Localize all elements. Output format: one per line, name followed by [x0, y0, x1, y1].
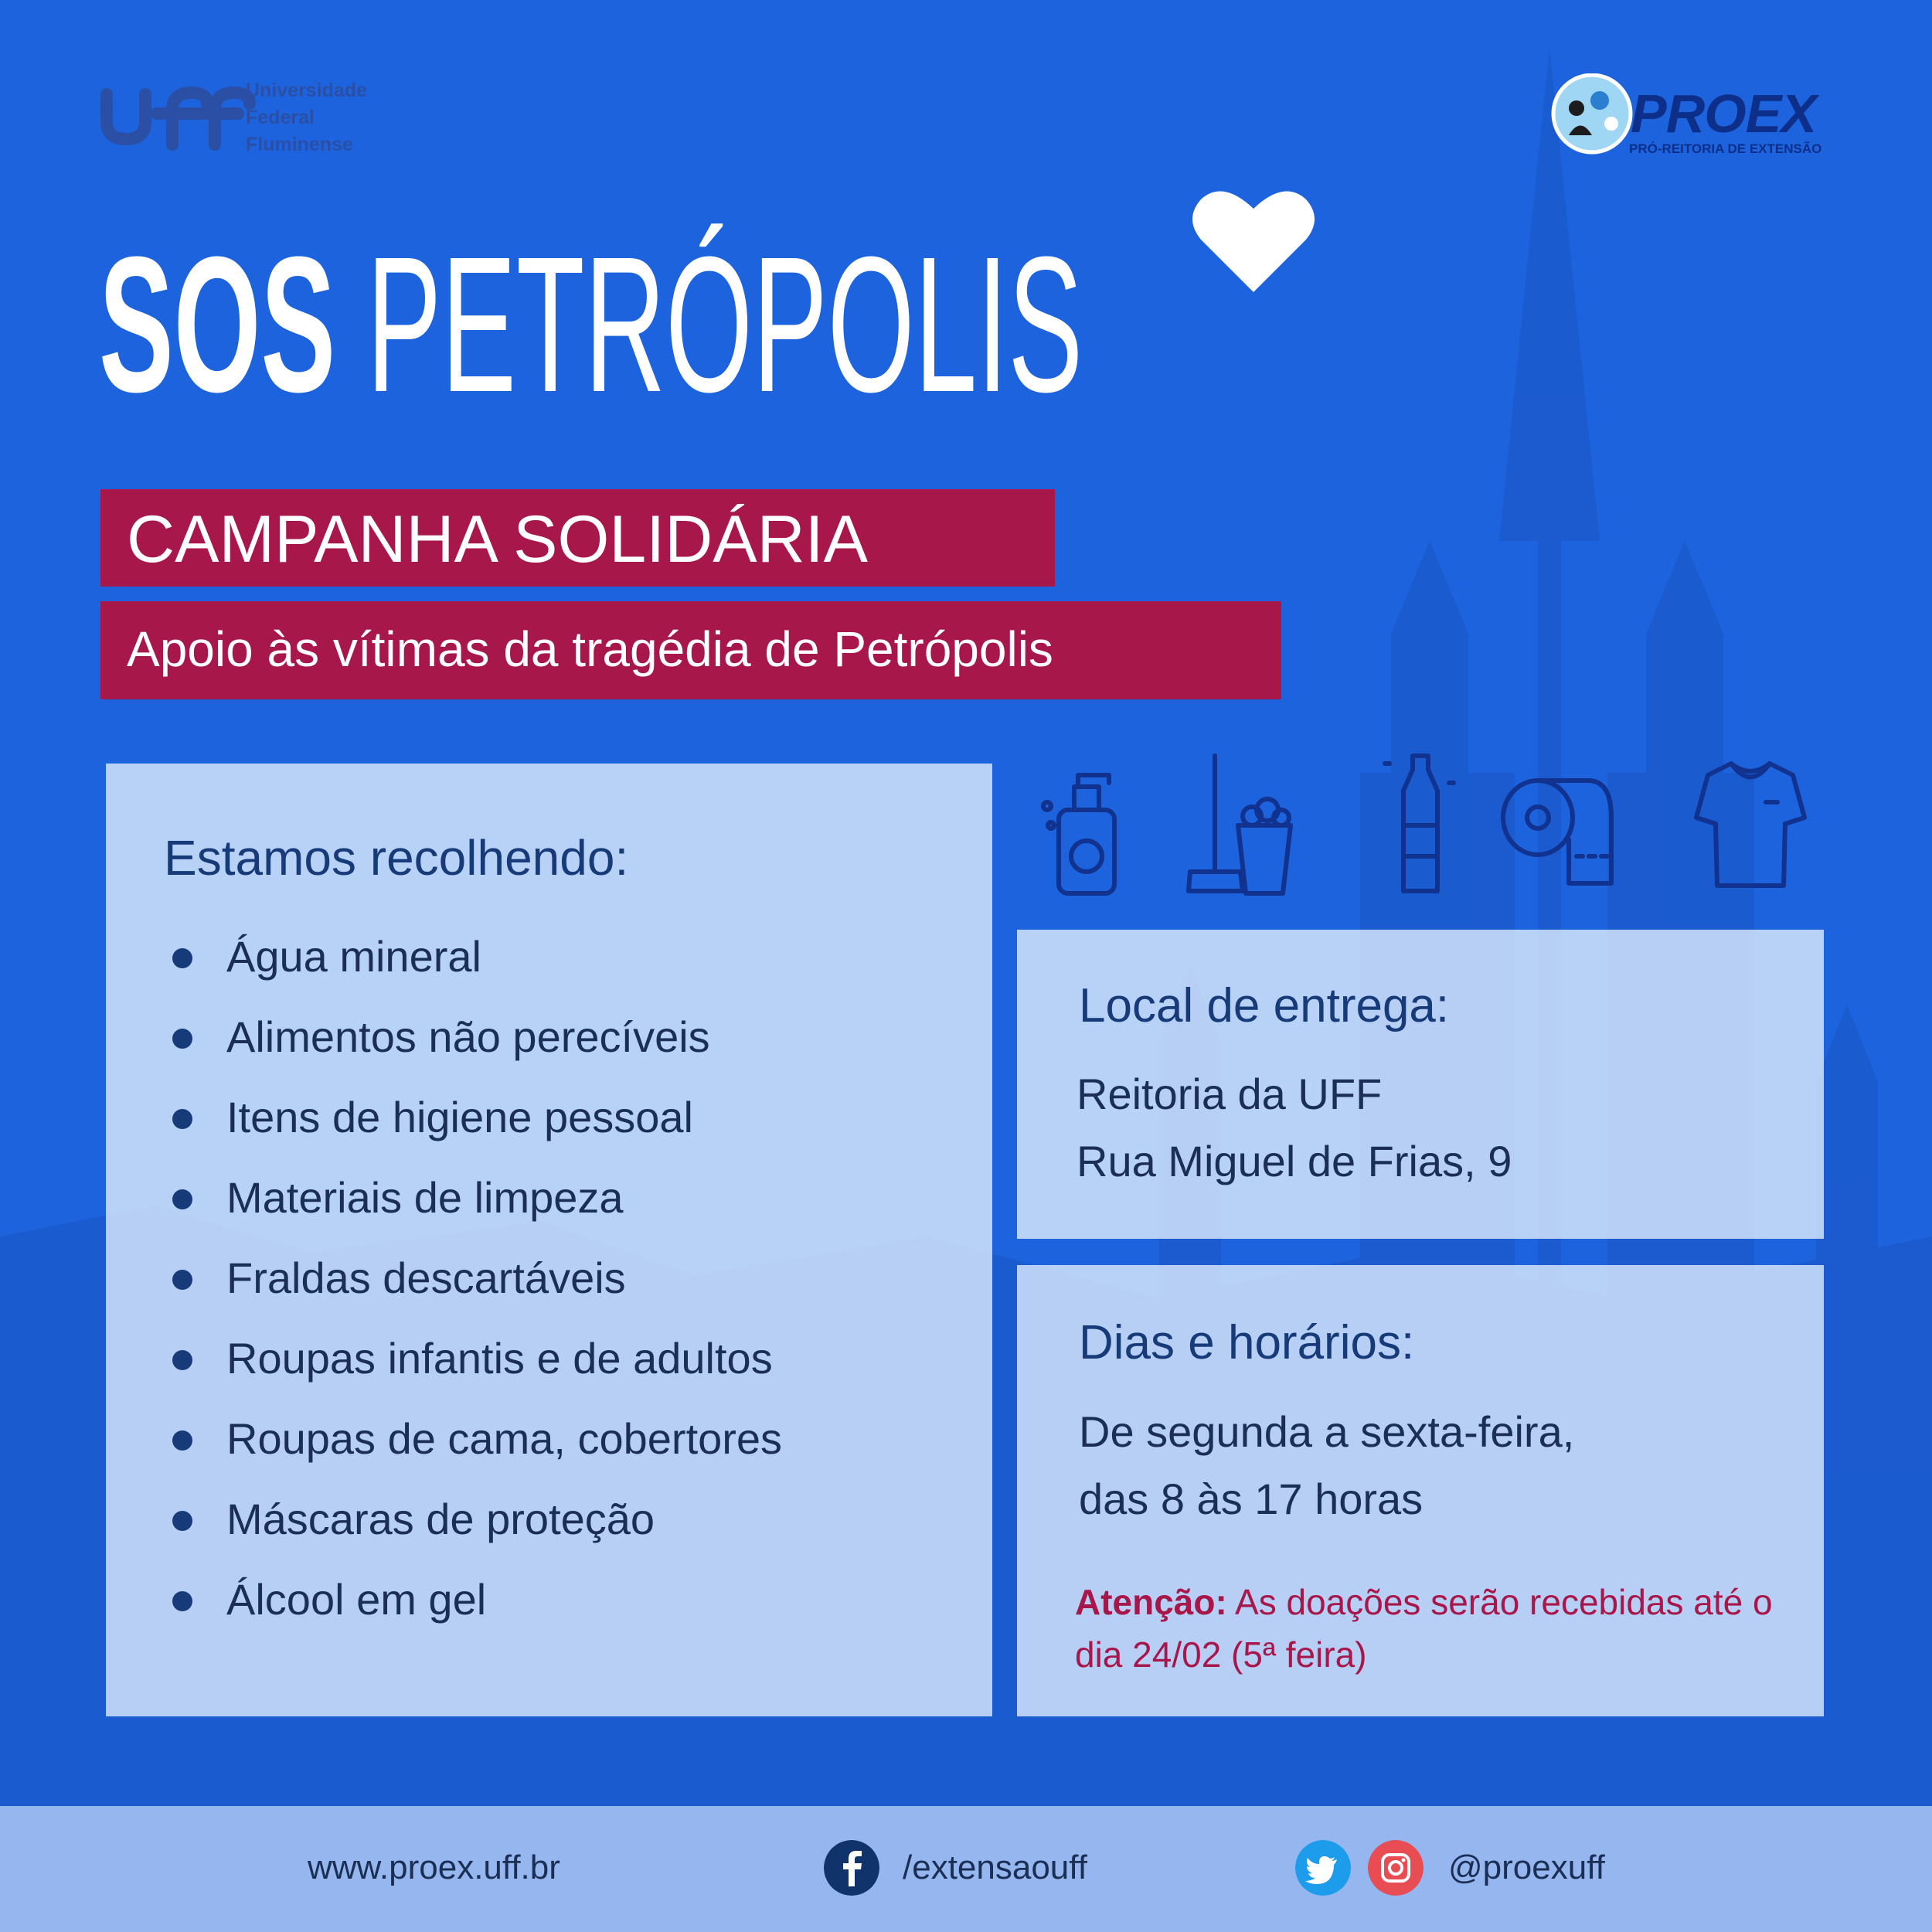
bullet [172, 1350, 192, 1370]
list-item-text: Água mineral [226, 932, 481, 981]
bullet [172, 1430, 192, 1451]
proex-subtitle: PRÓ-REITORIA DE EXTENSÃO [1629, 141, 1822, 156]
support-subtitle: Apoio às vítimas da tragédia de Petrópolis [127, 621, 1053, 677]
bullet [172, 1029, 192, 1049]
title-bold: SOS [99, 216, 336, 432]
list-item-text: Roupas infantis e de adultos [226, 1334, 773, 1383]
list-item-text: Fraldas descartáveis [226, 1253, 626, 1302]
collecting-heading: Estamos recolhendo: [164, 830, 629, 886]
list-item-text: Materiais de limpeza [226, 1173, 624, 1222]
bullet [172, 948, 192, 968]
page-title [99, 216, 1083, 432]
delivery-place: Reitoria da UFF [1077, 1070, 1383, 1118]
delivery-heading: Local de entrega: [1079, 979, 1450, 1032]
bullet [172, 1591, 192, 1611]
uff-line-2: Federal [246, 107, 315, 128]
website-link[interactable]: www.proex.uff.br [308, 1849, 560, 1886]
attention-label: Atenção: [1075, 1582, 1227, 1622]
list-item-text: Itens de higiene pessoal [226, 1093, 693, 1141]
campaign-banner [100, 489, 1055, 587]
support-banner [100, 601, 1281, 699]
soap-dispenser-icon [1043, 775, 1114, 893]
list-item-text: Máscaras de proteção [226, 1495, 655, 1543]
list-item-text: Alimentos não perecíveis [226, 1012, 710, 1061]
bullet [172, 1511, 192, 1531]
facebook-icon[interactable] [824, 1840, 879, 1896]
schedule-hours: das 8 às 17 horas [1079, 1475, 1423, 1523]
instagram-icon[interactable] [1368, 1840, 1423, 1896]
uff-line-3: Fluminense [246, 134, 353, 155]
bullet [172, 1189, 192, 1209]
twitter-icon[interactable] [1295, 1840, 1351, 1896]
list-item-text: Álcool em gel [226, 1575, 487, 1624]
title-light: PETRÓPOLIS [366, 216, 1083, 432]
list-item-text: Roupas de cama, cobertores [226, 1414, 783, 1463]
bullet [172, 1109, 192, 1129]
campaign-title: CAMPANHA SOLIDÁRIA [127, 502, 868, 577]
bullet [172, 1270, 192, 1290]
schedule-panel [1017, 1265, 1824, 1716]
schedule-days: De segunda a sexta-feira, [1079, 1407, 1575, 1456]
uff-line-1: Universidade [246, 80, 368, 101]
social-handle[interactable]: @proexuff [1448, 1849, 1605, 1886]
water-bottle-icon [1385, 756, 1454, 891]
schedule-heading: Dias e horários: [1079, 1316, 1415, 1369]
cleaning-bucket-icon [1189, 756, 1291, 893]
attention-text: As doações serão recebidas até o dia 24/02 (5ª feira) [1075, 1582, 1773, 1675]
proex-emblem-icon [1549, 73, 1638, 155]
proex-wordmark: PROEX [1631, 83, 1817, 144]
collecting-panel [106, 764, 992, 1716]
facebook-handle[interactable]: /extensaouff [903, 1849, 1087, 1886]
attention-note [1075, 1576, 1817, 1681]
donation-icons [1036, 748, 1824, 903]
toilet-paper-icon [1503, 781, 1611, 883]
delivery-location-panel [1017, 930, 1824, 1239]
delivery-address: Rua Miguel de Frias, 9 [1077, 1137, 1512, 1185]
footer [0, 1806, 1932, 1932]
tshirt-icon [1696, 764, 1804, 886]
heart-icon [1190, 184, 1318, 296]
uff-name [246, 77, 367, 158]
